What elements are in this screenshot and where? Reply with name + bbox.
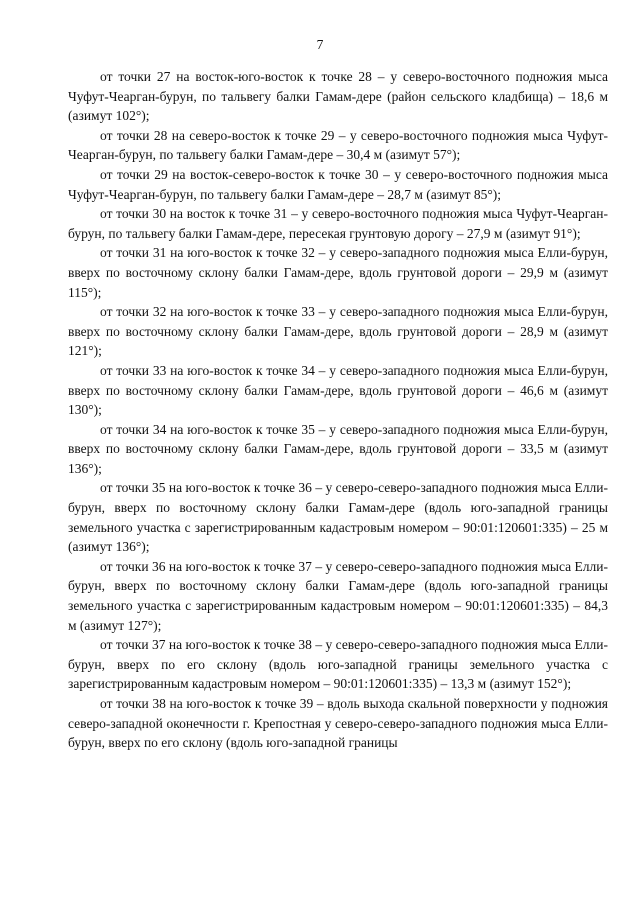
paragraph-segment-31-32: от точки 31 на юго-восток к точке 32 – у северо-западного подножия мыса Елли-бурун, вверх по восточному склону балки Гамам-дере, вдоль грунтовой дороги – 29,9 м (азимут 115°);: [68, 245, 608, 300]
paragraph-segment-33-34: от точки 33 на юго-восток к точке 34 – у северо-западного подножия мыса Елли-бурун, вверх по восточному склону балки Гамам-дере, вдоль грунтовой дороги – 46,6 м (азимут 130°);: [68, 362, 608, 418]
paragraph-segment-37-38: от точки 37 на юго-восток к точке 38 – у северо-северо-западного подножия мыса Елли-бурун, вверх по его склону (вдоль юго-западной границы земельного участка с зарегистрированным кадастровым номером – 90:01:120601:335) – 13,3 м (азимут 152°);: [68, 637, 608, 692]
paragraph-segment-34-35: от точки 34 на юго-восток к точке 35 – у северо-западного подножия мыса Елли-бурун, вверх по восточному склону балки Гамам-дере, вдоль грунтовой дороги – 33,5 м (азимут 136°);: [68, 421, 608, 476]
paragraph-segment-35-36: от точки 35 на юго-восток к точке 36 – у северо-северо-западного подножия мыса Елли-бурун, вверх по восточному склону балки Гамам-дере (вдоль юго-западной границы земельного участка с зарегистрированным кадастровым номером – 90:01:120601:335) – 25 м (азимут 136°);: [68, 480, 608, 555]
paragraph-segment-27-28: от точки 27 на восток-юго-восток к точке 28 – у северо-восточного подножия мыса Чуфут-Чеарган-бурун, по тальвегу балки Гамам-дере (район сельского кладбища) – 18,6 м (азимут 102°);: [68, 69, 608, 124]
paragraph-segment-38-39: от точки 38 на юго-восток к точке 39 – вдоль выхода скальной поверхности у подножия северо-западной оконечности г. Крепостная у северо-северо-западного подножия мыса Елли-бурун, вверх по его склону (вдоль юго-западной границы: [68, 696, 608, 751]
paragraph-segment-36-37: от точки 36 на юго-восток к точке 37 – у северо-северо-западного подножия мыса Елли-бурун, вверх по восточному склону балки Гамам-дере (вдоль юго-западной границы земельного участка с зарегистрированным кадастровым номером – 90:01:120601:335) – 84,3 м (азимут 127°);: [68, 558, 608, 633]
page-number: 7: [316, 37, 324, 52]
paragraph-segment-30-31: от точки 30 на восток к точке 31 – у северо-восточного подножия мыса Чуфут-Чеарган-бурун, по тальвегу балки Гамам-дере, пересекая грунтовую дорогу – 27,9 м (азимут 91°);: [68, 206, 608, 241]
paragraph-segment-32-33: от точки 32 на юго-восток к точке 33 – у северо-западного подножия мыса Елли-бурун, вверх по восточному склону балки Гамам-дере, вдоль грунтовой дороги – 28,9 м (азимут 121°);: [68, 304, 608, 359]
paragraph-segment-29-30: от точки 29 на восток-северо-восток к точке 30 – у северо-восточного подножия мыса Чуфут-Чеарган-бурун, по тальвегу балки Гамам-дере – 28,7 м (азимут 85°);: [68, 166, 608, 202]
paragraph-segment-28-29: от точки 28 на северо-восток к точке 29 – у северо-восточного подножия мыса Чуфут-Чеарган-бурун, по тальвегу балки Гамам-дере – 30,4 м (азимут 57°);: [68, 127, 608, 163]
document-body: [68, 67, 608, 753]
